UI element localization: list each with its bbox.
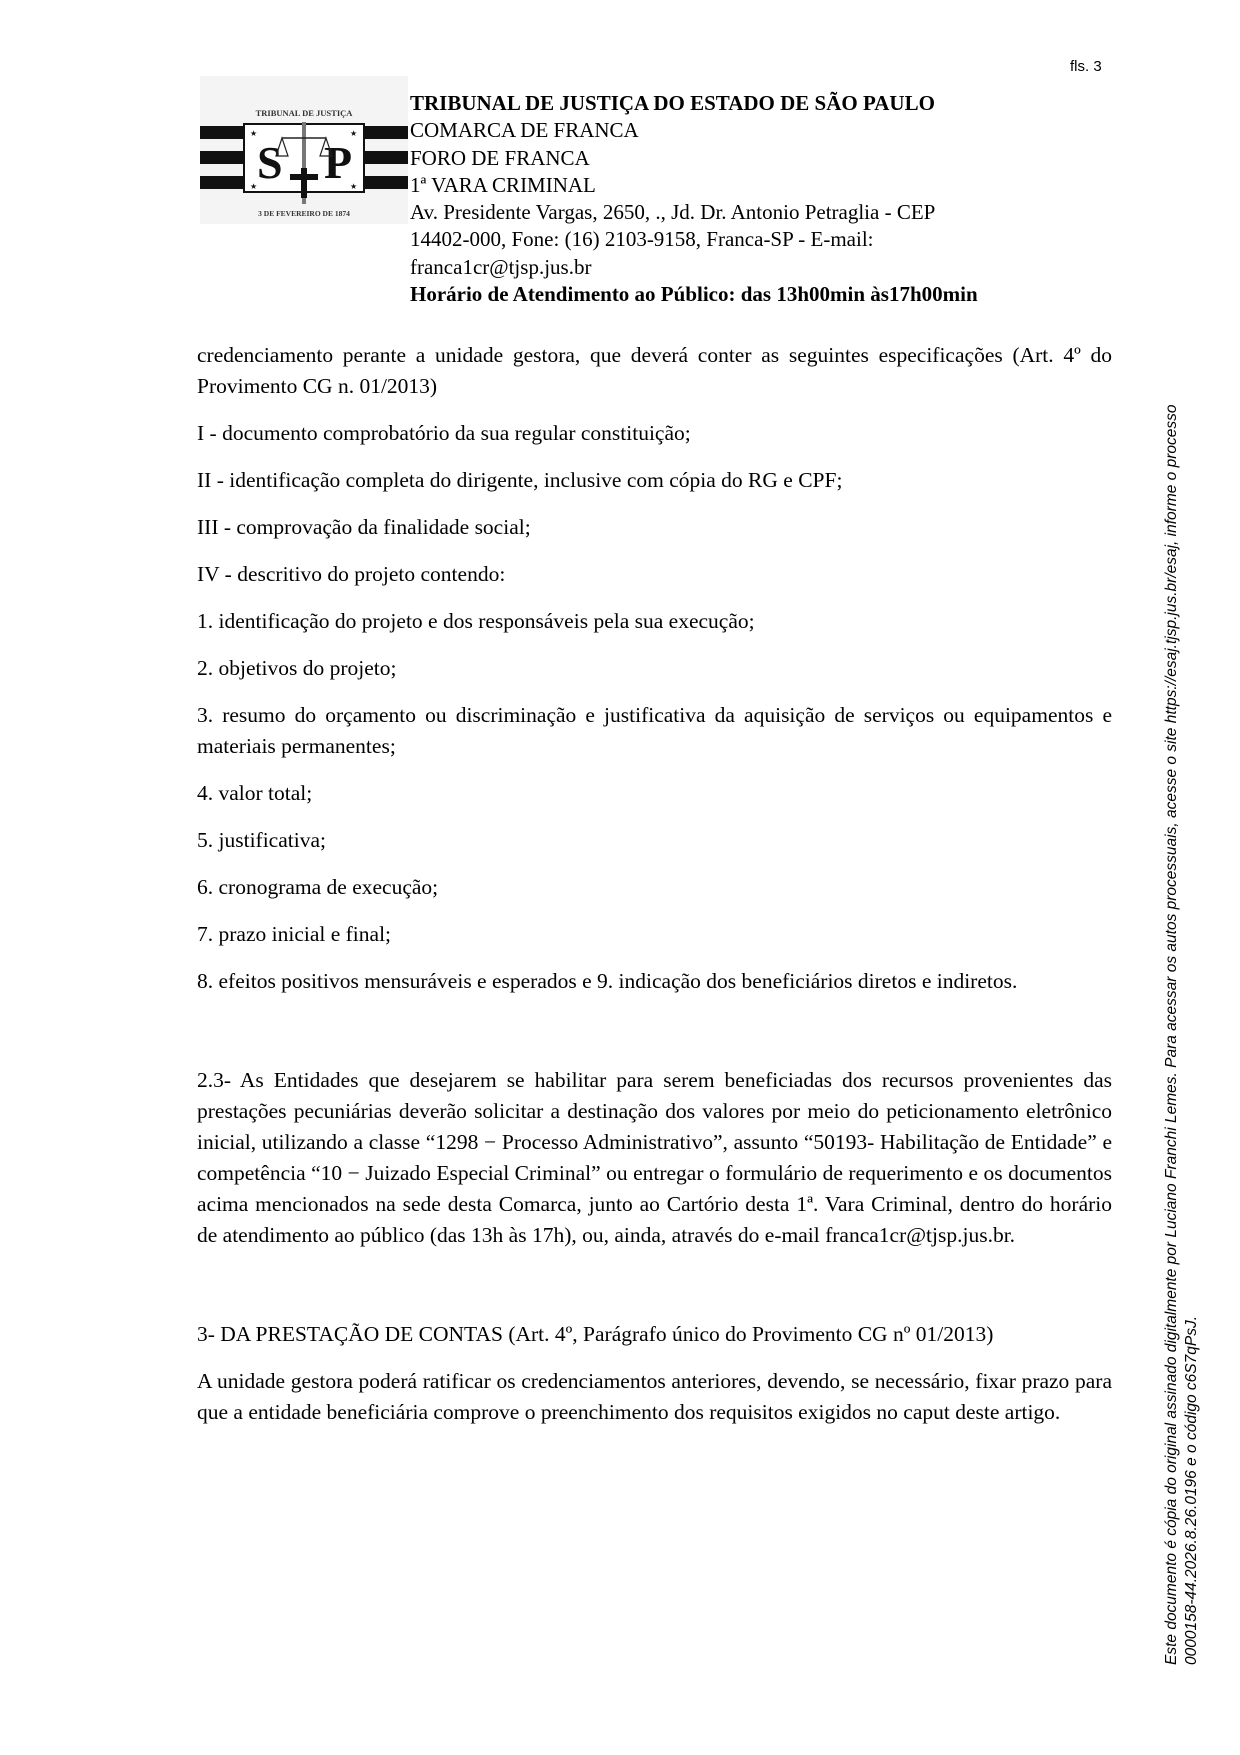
court-header — [410, 90, 1110, 308]
roman-item: IV - descritivo do projeto contendo: — [197, 562, 506, 586]
numbered-item: 7. prazo inicial e final; — [197, 922, 392, 946]
address-line-2: 14402-000, Fone: (16) 2103-9158, Franca-SP - E-mail: — [410, 227, 874, 252]
logo-top-text: TRIBUNAL DE JUSTIÇA — [255, 108, 353, 118]
numbered-item: 8. efeitos positivos mensuráveis e esperados e 9. indicação dos beneficiários diretos e indiretos. — [197, 969, 1018, 993]
section-3-paragraph: A unidade gestora poderá ratificar os credenciamentos anteriores, devendo, se necessário, fixar prazo para que a entidade beneficiária comprove o preenchimento dos requisitos exigidos no caput deste artigo. — [197, 1369, 1112, 1424]
roman-item: II - identificação completa do dirigente, inclusive com cópia do RG e CPF; — [197, 468, 843, 492]
star-icon: ★ — [350, 182, 358, 191]
numbered-item: 2. objetivos do projeto; — [197, 656, 397, 680]
foro-line: FORO DE FRANCA — [410, 145, 590, 170]
logo-letter-p: P — [324, 137, 353, 188]
court-seal-logo — [200, 76, 408, 224]
address-line-1: Av. Presidente Vargas, 2650, ., Jd. Dr. Antonio Petraglia - CEP — [410, 200, 936, 225]
logo-letter-s: S — [257, 137, 283, 188]
numbered-item: 5. justificativa; — [197, 828, 326, 852]
document-body — [197, 340, 1112, 1444]
signature-notice-line-1: Este documento é cópia do original assinado digitalmente por Luciano Franchi Lemes. Para acessar os autos processuais, acesse o site https://esaj.tjsp.jus.br/esaj, informe o processo — [1163, 404, 1180, 1665]
court-name: TRIBUNAL DE JUSTIÇA DO ESTADO DE SÃO PAULO — [410, 91, 935, 115]
comarca-line: COMARCA DE FRANCA — [410, 118, 639, 143]
section-2-3-paragraph: 2.3- As Entidades que desejarem se habilitar para serem beneficiadas dos recursos provenientes das prestações pecuniárias deverão solicitar a destinação dos valores por meio do peticionamento eletrônico inicial, utilizando a classe “1298 − Processo Administrativo”, assunto “50193- Habilitação de Entidade” e competência “10 − Juizado Especial Criminal” ou entregar o formulário de requerimento e os documentos acima mencionados na sede desta Comarca, junto ao Cartório desta 1ª. Vara Criminal, dentro do horário de atendimento ao público (das 13h às 17h), ou, ainda, através do e-mail franca1cr@tjsp.jus.br. — [197, 1068, 1112, 1247]
section-3-heading: 3- DA PRESTAÇÃO DE CONTAS (Art. 4º, Parágrafo único do Provimento CG nº 01/2013) — [197, 1322, 994, 1346]
star-icon: ★ — [350, 129, 358, 138]
header-email: franca1cr@tjsp.jus.br — [410, 254, 592, 279]
vara-line: 1ª VARA CRIMINAL — [410, 172, 596, 197]
roman-item: III - comprovação da finalidade social; — [197, 515, 531, 539]
logo-bottom-text: 3 DE FEVEREIRO DE 1874 — [258, 209, 350, 218]
office-hours: Horário de Atendimento ao Público: das 13h00min às17h00min — [410, 282, 978, 307]
intro-paragraph: credenciamento perante a unidade gestora, que deverá conter as seguintes especificações (Art. 4º do Provimento CG n. 01/2013) — [197, 343, 1112, 398]
numbered-item: 4. valor total; — [197, 781, 313, 805]
signature-notice-line-2: 0000158-44.2026.8.26.0196 e o código c6S7qPsJ. — [1183, 1315, 1200, 1665]
numbered-item: 6. cronograma de execução; — [197, 875, 439, 899]
numbered-item: 1. identificação do projeto e dos responsáveis pela sua execução; — [197, 609, 755, 633]
page-number: fls. 3 — [1070, 58, 1102, 75]
star-icon: ★ — [250, 182, 258, 191]
numbered-item: 3. resumo do orçamento ou discriminação e justificativa da aquisição de serviços ou equipamentos e materiais permanentes; — [197, 703, 1112, 758]
roman-item: I - documento comprobatório da sua regular constituição; — [197, 421, 691, 445]
star-icon: ★ — [250, 129, 258, 138]
digital-signature-notice — [1162, 265, 1202, 1665]
